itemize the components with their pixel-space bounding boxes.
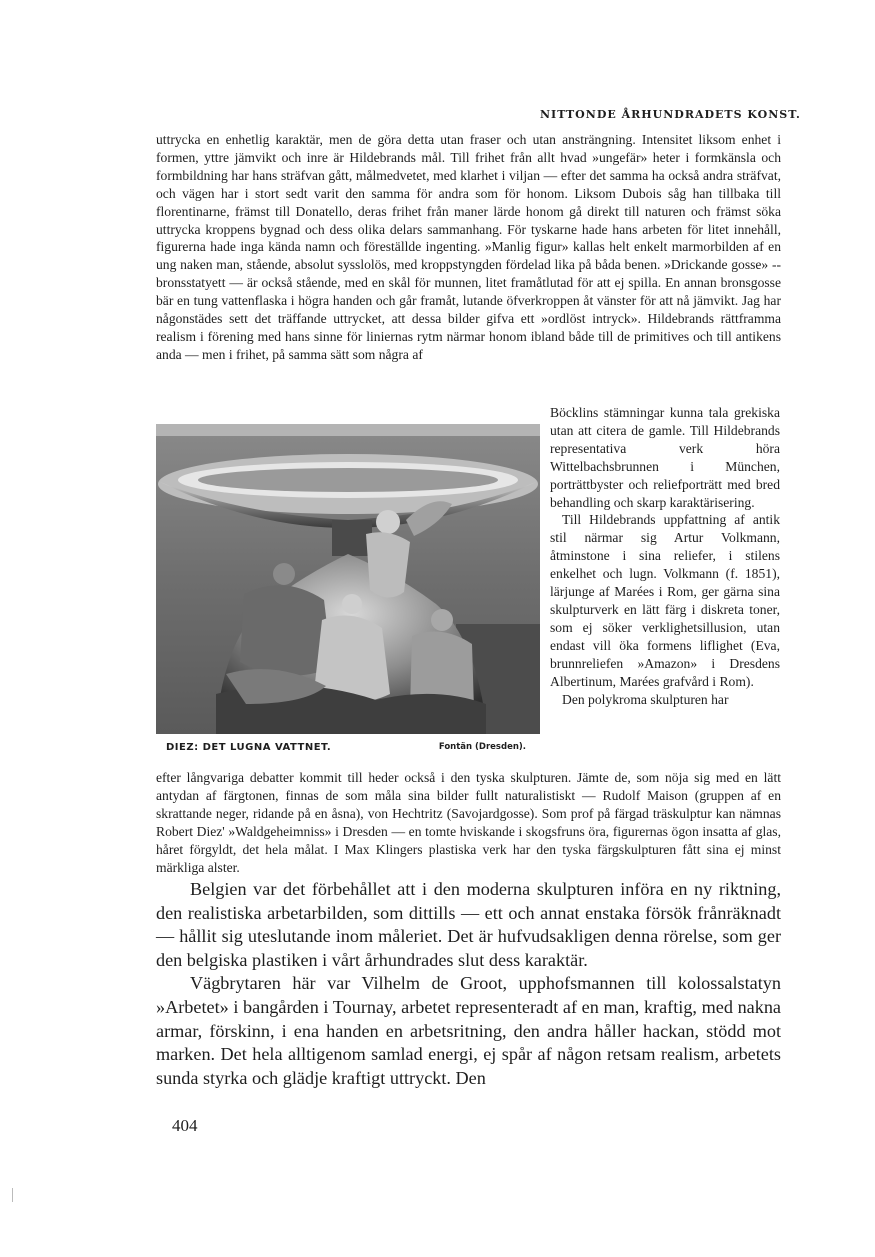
running-head: NITTONDE ÅRHUNDRADETS KONST. (540, 108, 801, 121)
fountain-sculpture-photo (156, 424, 540, 734)
top-paragraph: uttrycka en enhetlig karaktär, men de göra detta utan fraser och utan ansträngning. Intensitet liksom enhet i formen, yttre jämvikt och inre är Hildebrands mål. Till frihet från allt hvad »ungefär» heter i formkänsla och formbildning har hans sträfvan gått, målmedvetet, med klarhet i viljan — efter det samma ha också andra sträfvat, och vägen har i stort sedt varit den samma för andra som för honom. Liksom Dubois såg han tillbaka till florentinarne, främst till Donatello, deras frihet från maner lärde honom gå direkt till naturen och främst söka uttrycka kroppens bygnad och dess olika delars sammanhang. För tyskarne hade hans arbeten för litet innehåll, figurerna hade inga kända namn och föreställde ingenting. »Manlig figur» kallas helt enkelt marmorbilden af en ung naken man, stående, absolut sysslolös, med kroppstyngden fördelad lika på båda benen. »Drickande gosse» -- bronsstatyett — är också stående, med en skål för munnen, litet framåtlutad för att ej spilla. En annan bronsgosse bär en tung vattenflaska i högra handen och går framåt, lutande öfverkroppen åt vänster för att nå jämvikt. Jag har någonstädes sett det träffande uttrycket, att dessa bilder gifva ett »ordlöst intryck». Hildebrands rättframma realism i förening med hans sinne för liniernas rytm närmar honom ibland både till de primitives och till antikens anda — men i frihet, på samma sätt som några af (156, 132, 781, 362)
side-paragraph-1: Böcklins stämningar kunna tala grekiska utan att citera de gamle. Till Hildebrands representativa verk höra Wittelbachsbrunnen i München, porträttbyster och reliefporträtt med bred behandling och skarp karaktärisering. (550, 405, 780, 510)
fountain-figure (156, 424, 540, 762)
figure-caption-title: DIEZ: DET LUGNA VATTNET. (166, 742, 332, 753)
page-number: 404 (172, 1116, 198, 1135)
belgium-paragraph: Belgien var det förbehållet att i den moderna skulpturen införa en ny riktning, den realistiska arbetarbilden, som dittills — ett och annat enstaka försök frånräknadt — hållit sig uteslutande inom måleriet. Det är hufvudsakligen denna rörelse, som ger den belgiska plastiken i vårt århundrades slut dess karaktär. (156, 879, 781, 970)
side-paragraph-3: Den polykroma skulpturen har (562, 691, 729, 707)
top-paragraph-block (156, 131, 781, 364)
continuation-paragraph: efter långvariga debatter kommit till heder också i den tyska skulpturen. Jämte de, som nöja sig med en lätt antydan af färgtonen, finnas de som måla sina bilder fullt naturalistiskt — Rudolf Maison (gruppen af en skrattande neger, ridande på en åsna), von Hechtritz (Savojardgosse). Som prof på färgad träskulptur kan nämnas Robert Diez' »Waldgeheimniss» i Dresden — en tomte hviskande i skogsfruns öra, figurernas ögon insatta af glas, håret förgyldt, det hela målat. I Max Klingers plastiska verk har den tyska färgskulpturen fått sina ej minst märkliga alster. (156, 770, 781, 875)
figure-caption-subtitle: Fontän (Dresden). (438, 742, 526, 752)
large-type-block (156, 878, 781, 1090)
continuation-block (156, 769, 781, 876)
side-column (550, 404, 780, 708)
side-paragraph-2: Till Hildebrands uppfattning af antik stil närmar sig Artur Volkmann, åtminstone i sina reliefer, i stilens enkelhet och lugn. Volkmann (f. 1851), lärjunge af Marées i Rom, ger gärna sina skulpturverk en lätt färg i diskreta toner, som ej söker verklighetsillusion, utan endast vill öka formens liflighet (Eva, brunnreliefen »Amazon» i Dresdens Albertinum, Marées grafvård i Rom). (550, 512, 780, 689)
margin-mark (12, 1188, 13, 1202)
de-groot-paragraph: Vägbrytaren här var Vilhelm de Groot, upphofsmannen till kolossalstatyn »Arbetet» i bangården i Tournay, arbetet representeradt af en man, kraftig, med nakna armar, förskinn, i ena handen en arbetsritning, den andra håller hackan, stödd mot marken. Det hela alltigenom samlad energi, ej spår af någon retsam realism, arbetets sunda styrka och glädje kraftigt uttryckt. Den (156, 973, 781, 1088)
